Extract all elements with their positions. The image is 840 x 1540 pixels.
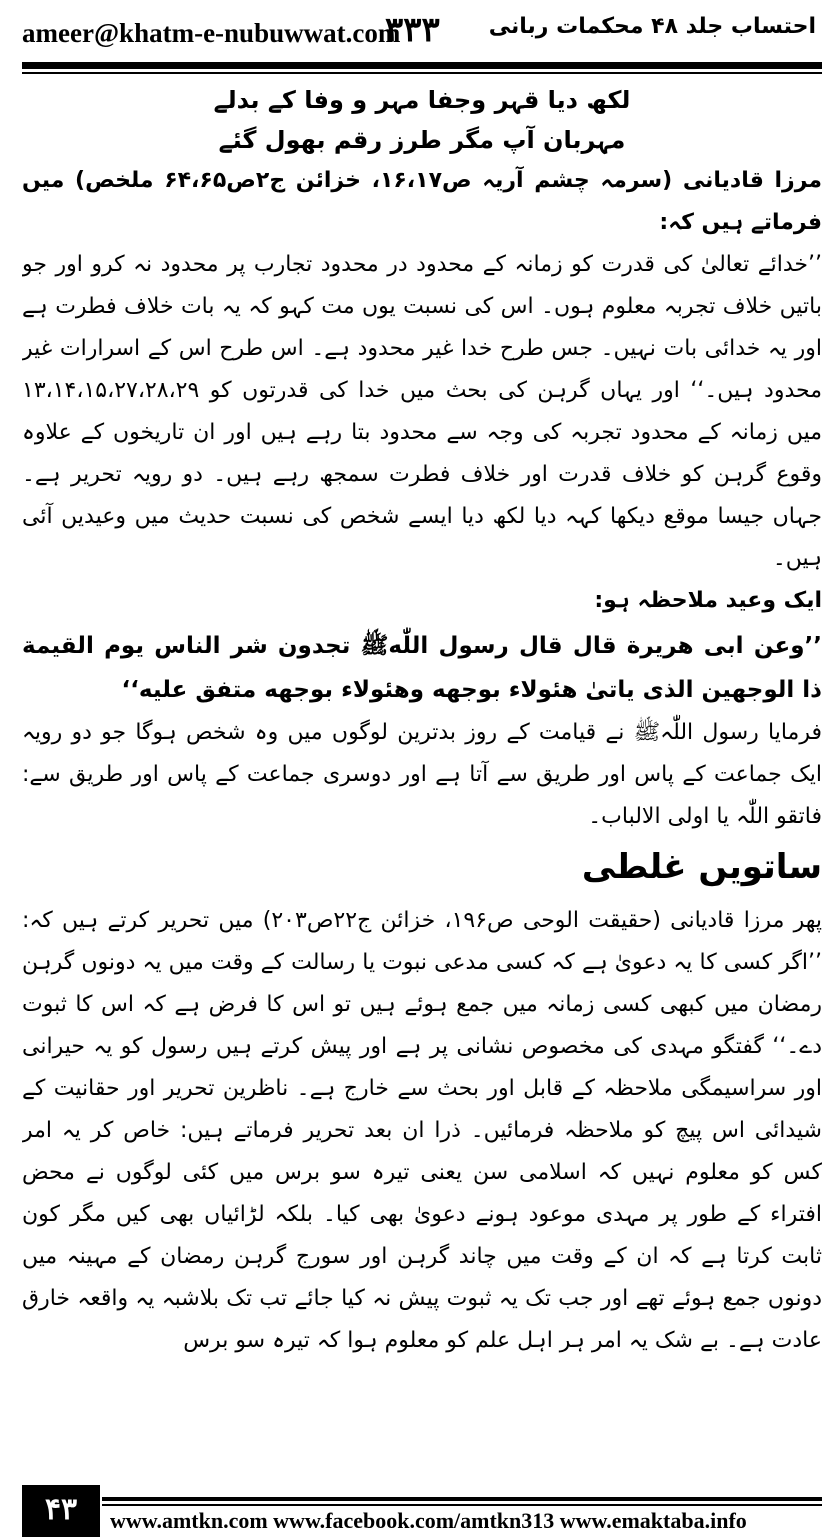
arabic-hadith-quote: ’’وعن ابی هريرة قال قال رسول اللّٰهﷺ تجدون شر الناس يوم القيمة ذا الوجهين الذى ياتىٰ هئولاء بوجهه وهئولاء بوجهه متفق عليه‘‘ bbox=[22, 633, 822, 703]
page-body bbox=[22, 80, 822, 1470]
header-rule-thick bbox=[22, 62, 822, 69]
page-number: ۳۳۳ bbox=[385, 10, 440, 50]
footer-links[interactable]: www.amtkn.com www.facebook.com/amtkn313 www.emaktaba.info bbox=[110, 1508, 747, 1533]
page-footer bbox=[22, 1485, 822, 1537]
couplet-line: لکھ دیا قہر وجفا مہر و وفا کے بدلے bbox=[213, 86, 631, 114]
section-paragraph: پھر مرزا قادیانی (حقیقت الوحی ص۱۹۶، خزائن ج۲۲ص۲۰۳) میں تحریر کرتے ہیں کہ: ’’اگر کسی کا یہ دعویٰ ہے کہ کسی مدعی نبوت یا رسالت کے وقت میں یہ دونوں گرہن رمضان میں کبھی کسی زمانہ میں جمع ہوئے ہیں تو اس کا فرض ہے کہ اس کا ثبوت دے۔‘‘ گفتگو مہدی کی مخصوص نشانی پر ہے اور پیش کرتے ہیں رسول کو یہ حیرانی اور سراسیمگی ملاحظہ کے قابل اور بحث سے خارج ہے۔ ناظرین تحریر اور حقانیت کے شیدائی اس پیچ کو ملاحظہ فرمائیں۔ ذرا ان بعد تحریر فرماتے ہیں: خاص کر یہ امر کس کو معلوم نہیں کہ اسلامی سن یعنی تیرہ سو برس میں کئی لوگوں نے محض افتراء کے طور پر مہدی موعود ہونے دعویٰ بھی کیا۔ بلکہ لڑائیاں بھی کیں مگر کون ثابت کرتا ہے کہ ان کے وقت میں چاند گرہن اور سورج گرہن رمضان کے مہینہ میں دونوں جمع ہوئے تھے اور جب تک یہ ثبوت پیش نہ کیا جائے تب تک بلاشبہ یہ واقعہ خارق عادت ہے۔ بے شک یہ امر ہر اہل علم کو معلوم ہوا کہ تیرہ سو برس bbox=[22, 908, 822, 1353]
running-title: احتساب جلد ۴۸ محکمات ربانی bbox=[488, 14, 816, 39]
translation-paragraph: فرمایا رسول اللّٰہﷺ نے قیامت کے روز بدترین لوگوں میں وہ شخص ہوگا جو دو رویہ ایک جماعت کے پاس اور طریق سے آتا ہے اور دوسری جماعت کے پاس اور طریق سے: فاتقو اللّٰہ یا اولی الالباب۔ bbox=[22, 720, 822, 829]
footer-rule-thick bbox=[102, 1497, 822, 1501]
header-rule-thin bbox=[22, 72, 822, 74]
couplet bbox=[22, 80, 822, 160]
intro-line: مرزا قادیانی (سرمہ چشم آریہ ص۱۶،۱۷، خزائن ج۲ص۶۴،۶۵ ملخص) میں فرماتے ہیں کہ: bbox=[22, 168, 822, 235]
note-line: ایک وعید ملاحظہ ہو: bbox=[594, 588, 822, 613]
body-paragraph: ’’خدائے تعالیٰ کی قدرت کو زمانہ کے محدود در محدود تجارب پر محدود نہ کرو اور جو باتیں خلاف تجربہ معلوم ہوں۔ اس کی نسبت یوں مت کہو کہ یہ بات خلاف فطرت ہے اور یہ خدائی بات نہیں۔ جس طرح خدا غیر محدود ہے۔ اس طرح اس کے اسرارات غیر محدود ہیں۔‘‘ اور یہاں گرہن کی بحث میں خدا کی قدرتوں کو ۱۳،۱۴،۱۵،۲۷،۲۸،۲۹ میں زمانہ کے محدود تجربہ کی وجہ سے محدود بتا رہے ہیں اور ان تاریخوں کے علاوہ وقوع گرہن کو خلاف قدرت اور خلاف فطرت سمجھ رہے ہیں۔ دو رویہ تحریر ہے۔ جہاں جیسا موقع دیکھا کہہ دیا لکھ دیا ایسے شخص کی نسبت حدیث میں وعیدیں آئی ہیں۔ bbox=[22, 252, 822, 571]
couplet-line: مہربان آپ مگر طرز رقم بھول گئے bbox=[218, 126, 626, 154]
section-heading: ساتویں غلطی bbox=[581, 847, 822, 887]
footer-rule-thin bbox=[102, 1504, 822, 1506]
footer-page-number: ۴۳ bbox=[22, 1485, 100, 1537]
email-address: ameer@khatm-e-nubuwwat.com bbox=[22, 18, 401, 48]
page-header bbox=[0, 0, 840, 60]
